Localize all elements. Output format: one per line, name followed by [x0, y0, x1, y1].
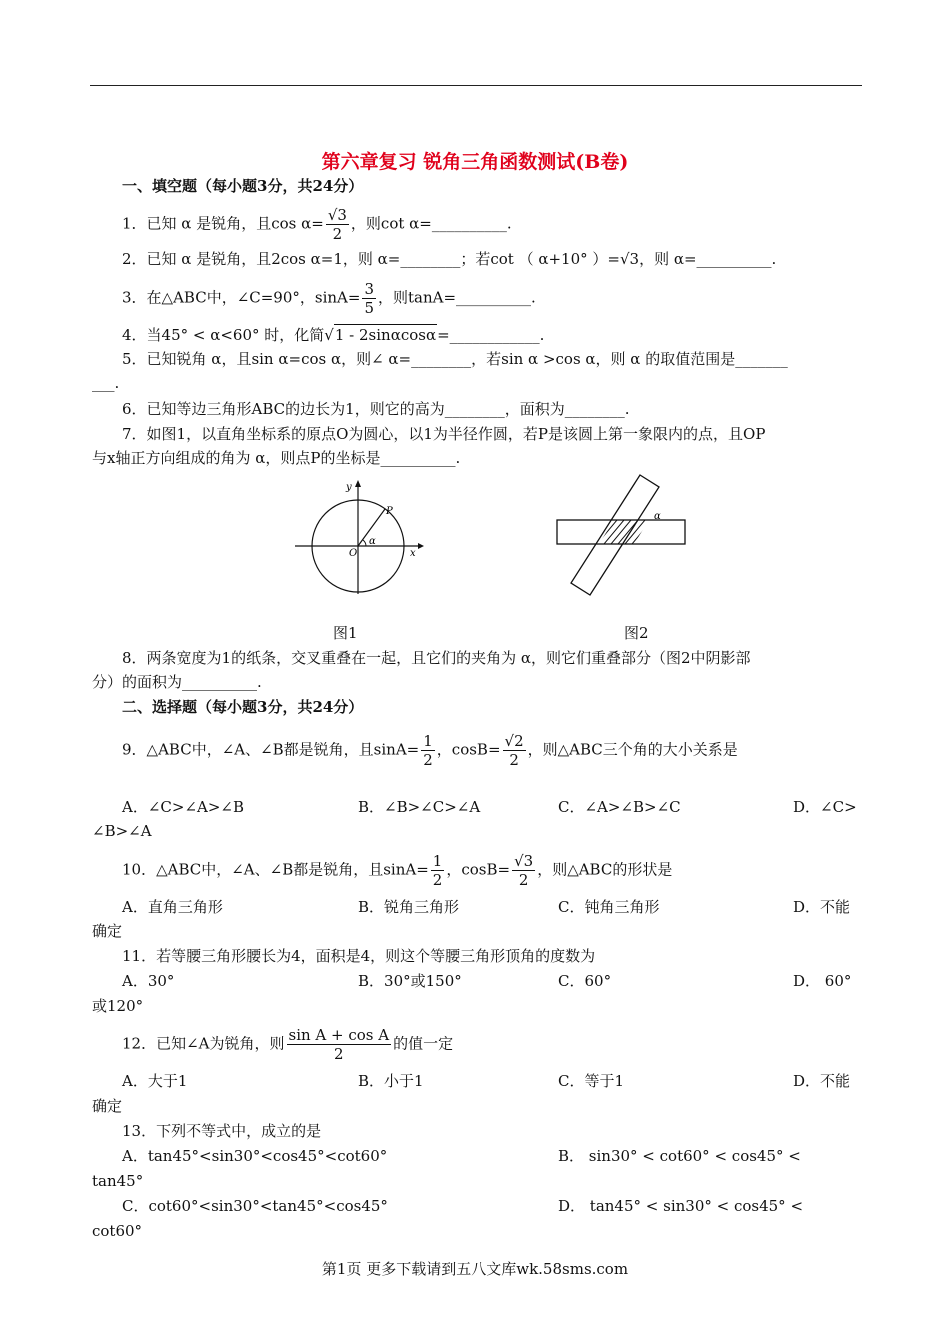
fraction: $\frac{3}{5}$: [364, 280, 374, 317]
q10-option-a: A．直角三角形: [122, 898, 223, 916]
question-10: 10．△ABC中，∠A、∠B都是锐角，且sinA= $\frac{1}{2}$ ，cosB= $\frac{√3}{2}$ ，则△ABC的形状是: [122, 852, 673, 889]
fraction: $\frac{√3}{2}$: [514, 852, 534, 889]
question-7: 7．如图1，以直角坐标系的原点O为圆心，以1为半径作圆，若P是该圆上第一象限内的点，且OP: [122, 425, 766, 443]
fraction: $\frac{\text{sin A + cos A}}{2}$: [288, 1026, 390, 1063]
q12-option-b: B．小于1: [358, 1072, 424, 1090]
question-4: 4．当45° < α<60° 时，化简√1 - 2sinαcosα=____________.: [122, 326, 545, 344]
page-footer: 第1页 更多下载请到五八文库wk.58sms.com: [321, 1260, 629, 1278]
figure-1-circle: [290, 478, 430, 596]
sqrt-sign: √: [324, 326, 334, 344]
fraction: $\frac{1}{2}$: [432, 852, 443, 889]
q10-option-b: B．锐角三角形: [358, 898, 460, 916]
question-12: 12．已知∠A为锐角，则 $\frac{\text{sin A + cos A}}{2}$ 的值一定: [122, 1026, 454, 1063]
page-title: 第六章复习 锐角三角函数测试(B卷): [321, 151, 629, 173]
q12-option-c: C．等于1: [558, 1072, 625, 1090]
q12-option-a: A．大于1: [122, 1072, 188, 1090]
question-6: 6．已知等边三角形ABC的边长为1，则它的高为________，面积为________.: [122, 400, 630, 418]
q11-option-d-cont: 或120°: [92, 997, 144, 1015]
q11-option-b: B．30°或150°: [358, 972, 462, 990]
p-label: P: [386, 506, 393, 517]
q13-option-b-cont: tan45°: [92, 1172, 144, 1190]
question-8-cont: 分）的面积为__________.: [92, 673, 262, 691]
o-label: O: [349, 548, 358, 559]
q12-option-d-cont: 确定: [92, 1097, 123, 1115]
q9-option-d-cont: ∠B>∠A: [92, 822, 152, 840]
q11-option-d: D． 60°: [793, 972, 852, 990]
x-label: x: [410, 548, 416, 559]
q9-option-a: A．∠C>∠A>∠B: [122, 798, 245, 816]
q13-option-c: C．cot60°<sin30°<tan45°<cos45°: [122, 1197, 388, 1215]
question-8: 8．两条宽度为1的纸条，交叉重叠在一起，且它们的夹角为 α，则它们重叠部分（图2中阴影部: [122, 649, 751, 667]
question-11: 11．若等腰三角形腰长为4，面积是4，则这个等腰三角形顶角的度数为: [122, 947, 596, 965]
q10-option-d-cont: 确定: [92, 922, 123, 940]
question-5: 5．已知锐角 α，且sin α=cos α，则∠ α=________，若sin α >cos α，则 α 的取值范围是_______: [122, 350, 788, 368]
alpha-label: α: [369, 536, 376, 547]
q13-option-b: B． sin30° < cot60° < cos45° <: [558, 1147, 801, 1165]
q10-option-d: D．不能: [793, 898, 851, 916]
question-2: 2．已知 α 是锐角，且2cos α=1，则 α=________；若cot （ α+10° ）=√3，则 α=__________.: [122, 250, 777, 268]
question-1: 1．已知 α 是锐角，且cos α= $\frac{√3}{2}$ ，则cot α=__________.: [122, 206, 512, 243]
q9-option-c: C．∠A>∠B>∠C: [558, 798, 681, 816]
x-arrow: [418, 543, 424, 549]
figure-1-caption: 图1: [333, 624, 358, 642]
figure-2-strips: [552, 470, 692, 598]
question-9: 9．△ABC中，∠A、∠B都是锐角，且sinA= $\frac{1}{2}$ ，cosB= $\frac{√2}{2}$ ，则△ABC三个角的大小关系是: [122, 732, 738, 769]
section-choice: 二、选择题（每小题3分，共24分）: [122, 698, 364, 716]
question-7-cont: 与x轴正方向组成的角为 α，则点P的坐标是__________.: [92, 449, 461, 467]
q11-option-a: A．30°: [122, 972, 175, 990]
fraction: $\frac{√2}{2}$: [504, 732, 524, 769]
q10-option-c: C．钝角三角形: [558, 898, 660, 916]
q13-option-d-cont: cot60°: [92, 1222, 143, 1240]
angle-arc: [363, 540, 366, 546]
q9-option-d: D．∠C>: [793, 798, 857, 816]
q9-option-b: B．∠B>∠C>∠A: [358, 798, 481, 816]
q12-option-d: D．不能: [793, 1072, 851, 1090]
q11-option-c: C．60°: [558, 972, 612, 990]
figure-2-caption: 图2: [624, 624, 649, 642]
fraction: $\frac{1}{2}$: [423, 732, 433, 769]
slanted-strip: [571, 475, 659, 595]
y-arrow: [355, 480, 361, 487]
alpha-label: α: [654, 511, 661, 522]
fraction: $\frac{√3}{2}$: [327, 206, 347, 243]
q13-option-a: A．tan45°<sin30°<cos45°<cot60°: [122, 1147, 388, 1165]
q13-option-d: D． tan45° < sin30° < cos45° <: [558, 1197, 804, 1215]
question-3: 3．在△ABC中，∠C=90°，sinA= $\frac{3}{5}$ ，则tanA=__________.: [122, 280, 536, 317]
section-fill-in: 一、填空题（每小题3分，共24分）: [122, 177, 364, 195]
question-5-cont: ___.: [92, 374, 120, 392]
top-rule: [90, 85, 862, 86]
question-13: 13．下列不等式中，成立的是: [122, 1122, 322, 1140]
y-label: y: [346, 482, 352, 493]
